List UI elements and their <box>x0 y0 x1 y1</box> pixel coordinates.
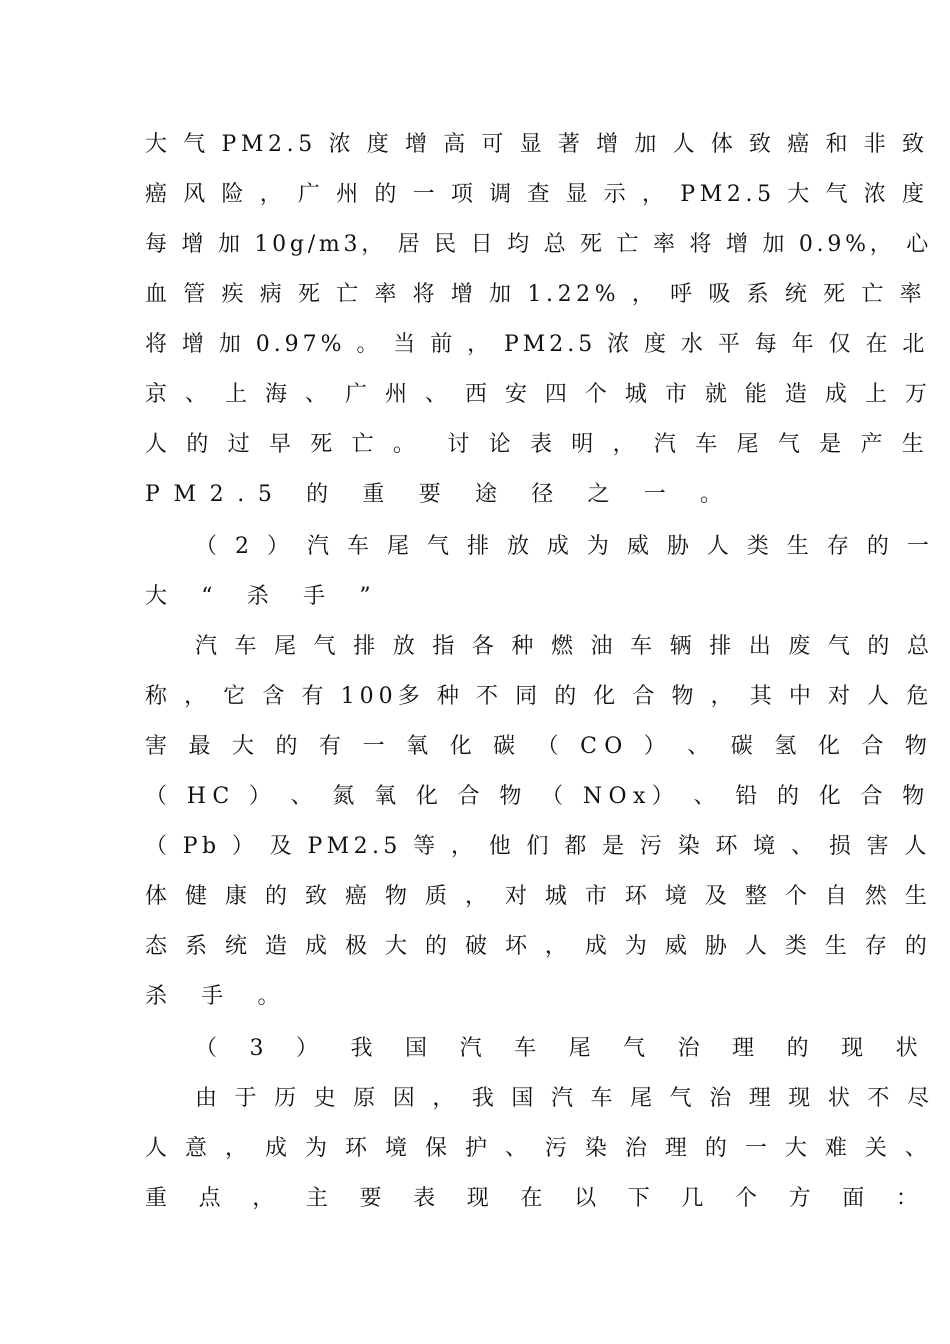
section-3-heading: （ 3 ） 我 国 汽 车 尾 气 治 理 的 现 状 <box>195 1036 931 1061</box>
paragraph-1-line-2: 癌 风 险 ， 广 州 的 一 项 调 查 显 示 ， PM2.5 大 气 浓 度 <box>145 182 929 207</box>
paragraph-1-line-1: 大 气 PM2.5 浓 度 增 高 可 显 著 增 加 人 体 致 癌 和 非 致 <box>145 132 929 157</box>
paragraph-3-line-6: 体 健 康 的 致 癌 物 质 ， 对 城 市 环 境 及 整 个 自 然 生 <box>145 884 933 909</box>
paragraph-5-line-1: 由 于 历 史 原 因 ， 我 国 汽 车 尾 气 治 理 现 状 不 尽 <box>195 1086 935 1111</box>
paragraph-3-line-2: 称 ， 它 含 有 100多 种 不 同 的 化 合 物 ， 其 中 对 人 危 <box>145 684 934 709</box>
paragraph-5-line-2: 人 意 ， 成 为 环 境 保 护 、 污 染 治 理 的 一 大 难 关 、 <box>145 1136 933 1161</box>
paragraph-1-line-5: 将 增 加 0.97% 。 当 前 ， PM2.5 浓 度 水 平 每 年 仅 在 北 <box>145 332 929 357</box>
paragraph-3-line-3: 害 最 大 的 有 一 氧 化 碳 （ CO ） 、 碳 氢 化 合 物 <box>145 734 935 759</box>
section-2-heading-line-1: （ 2 ） 汽 车 尾 气 排 放 成 为 威 胁 人 类 生 存 的 一 <box>195 534 935 559</box>
paragraph-3-line-5: （ Pb ） 及 PM2.5 等 ， 他 们 都 是 污 染 环 境 、 损 害 人 <box>145 834 931 859</box>
paragraph-3-line-4: （ HC ） 、 氮 氧 化 合 物 （ NOx） 、 铅 的 化 合 物 <box>145 784 931 809</box>
section-2-heading-line-2: 大 “ 杀 手 ” <box>145 584 385 609</box>
paragraph-3-line-8: 杀 手 。 <box>145 984 294 1009</box>
paragraph-3-line-1: 汽 车 尾 气 排 放 指 各 种 燃 油 车 辆 排 出 废 气 的 总 <box>195 634 935 659</box>
paragraph-1-line-3: 每 增 加 10g/m3， 居 民 日 均 总 死 亡 率 将 增 加 0.9%， 心 <box>145 232 932 257</box>
paragraph-1-line-4: 血 管 疾 病 死 亡 率 将 增 加 1.22% ， 呼 吸 系 统 死 亡 率 <box>145 282 927 307</box>
paragraph-1-line-7: 人 的 过 早 死 亡 。 讨 论 表 明 ， 汽 车 尾 气 是 产 生 <box>145 432 930 457</box>
paragraph-3-line-7: 态 系 统 造 成 极 大 的 破 坏 ， 成 为 威 胁 人 类 生 存 的 <box>145 934 933 959</box>
paragraph-1-line-6: 京 、 上 海 、 广 州 、 西 安 四 个 城 市 就 能 造 成 上 万 <box>145 382 933 407</box>
paragraph-1-line-8: PM2.5 的 重 要 途 径 之 一 。 <box>145 482 736 507</box>
paragraph-5-line-3: 重 点 ， 主 要 表 现 在 以 下 几 个 方 面 ： <box>145 1186 931 1211</box>
